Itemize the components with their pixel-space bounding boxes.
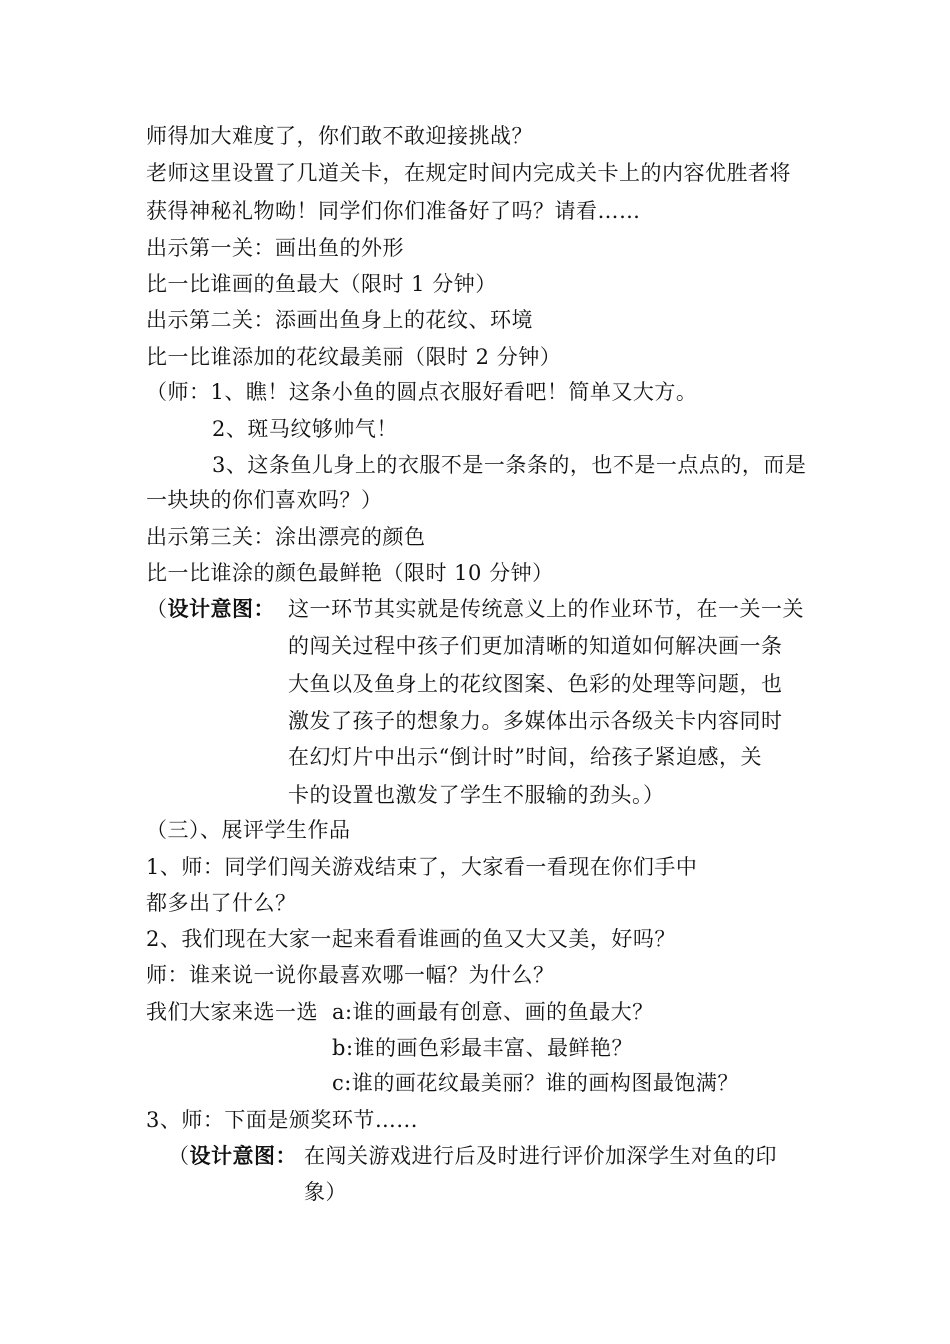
intro-line-3: 获得神秘礼物呦！同学们你们准备好了吗？请看…… [146,199,641,223]
open-paren: （ [168,1144,190,1168]
teacher-remark-3: 3、这条鱼儿身上的衣服不是一条条的，也不是一点点的，而是 [212,453,807,477]
section-3-heading: （三）、展评学生作品 [146,818,351,842]
selection-option-c: c:谁的画花纹最美丽？谁的画构图最饱满？ [332,1071,739,1095]
level-2-title: 出示第二关：添画出鱼身上的花纹、环境 [146,308,533,332]
design-intent-2-line-2: 象） [304,1180,347,1204]
design-intent-1-line-1: 这一环节其实就是传统意义上的作业环节，在一关一关 [288,597,804,621]
design-intent-label: 设计意图： [167,596,275,621]
level-2-rule: 比一比谁添加的花纹最美丽（限时 2 分钟） [146,345,562,369]
design-intent-1-header [146,594,275,624]
level-1-rule: 比一比谁画的鱼最大（限时 1 分钟） [146,272,497,296]
design-intent-2-header [168,1141,297,1171]
level-3-title: 出示第三关：涂出漂亮的颜色 [146,525,426,549]
intro-line-1: 师得加大难度了，你们敢不敢迎接挑战？ [146,124,533,148]
design-intent-1-line-4: 激发了孩子的想象力。多媒体出示各级关卡内容同时 [288,709,783,733]
teacher-remark-3-cont: 一块块的你们喜欢吗？） [146,488,383,512]
design-intent-1-line-3: 大鱼以及鱼身上的花纹图案、色彩的处理等问题，也 [288,672,783,696]
design-intent-1-line-6: 卡的设置也激发了学生不服输的劲头。） [288,783,665,807]
design-intent-1-line-2: 的闯关过程中孩子们更加清晰的知道如何解决画一条 [288,634,783,658]
teacher-remark-1: （师：1、瞧！这条小鱼的圆点衣服好看吧！简单又大方。 [146,380,698,404]
section-3-line-4: 师：谁来说一说你最喜欢哪一幅？为什么？ [146,963,555,987]
design-intent-1-line-5: 在幻灯片中出示“倒计时”时间，给孩子紧迫感，关 [288,745,762,769]
section-3-line-2: 都多出了什么？ [146,891,297,915]
teacher-remark-2: 2、斑马纹够帅气！ [212,417,398,441]
selection-option-b: b:谁的画色彩最丰富、最鲜艳？ [332,1036,634,1060]
section-3-line-3: 2、我们现在大家一起来看看谁画的鱼又大又美，好吗？ [146,927,676,951]
level-3-rule: 比一比谁涂的颜色最鲜艳（限时 10 分钟） [146,561,554,585]
open-paren: （ [146,597,168,621]
selection-lead: 我们大家来选一选 [146,1000,318,1024]
design-intent-2-line-1: 在闯关游戏进行后及时进行评价加深学生对鱼的印 [304,1144,777,1168]
section-3-line-1: 1、师：同学们闯关游戏结束了，大家看一看现在你们手中 [146,855,698,879]
award-line: 3、师：下面是颁奖环节…... [146,1108,418,1132]
level-1-title: 出示第一关：画出鱼的外形 [146,236,404,260]
selection-option-a: a:谁的画最有创意、画的鱼最大？ [332,1000,654,1024]
intro-line-2: 老师这里设置了几道关卡，在规定时间内完成关卡上的内容优胜者将 [146,161,791,185]
design-intent-label: 设计意图： [189,1143,297,1168]
